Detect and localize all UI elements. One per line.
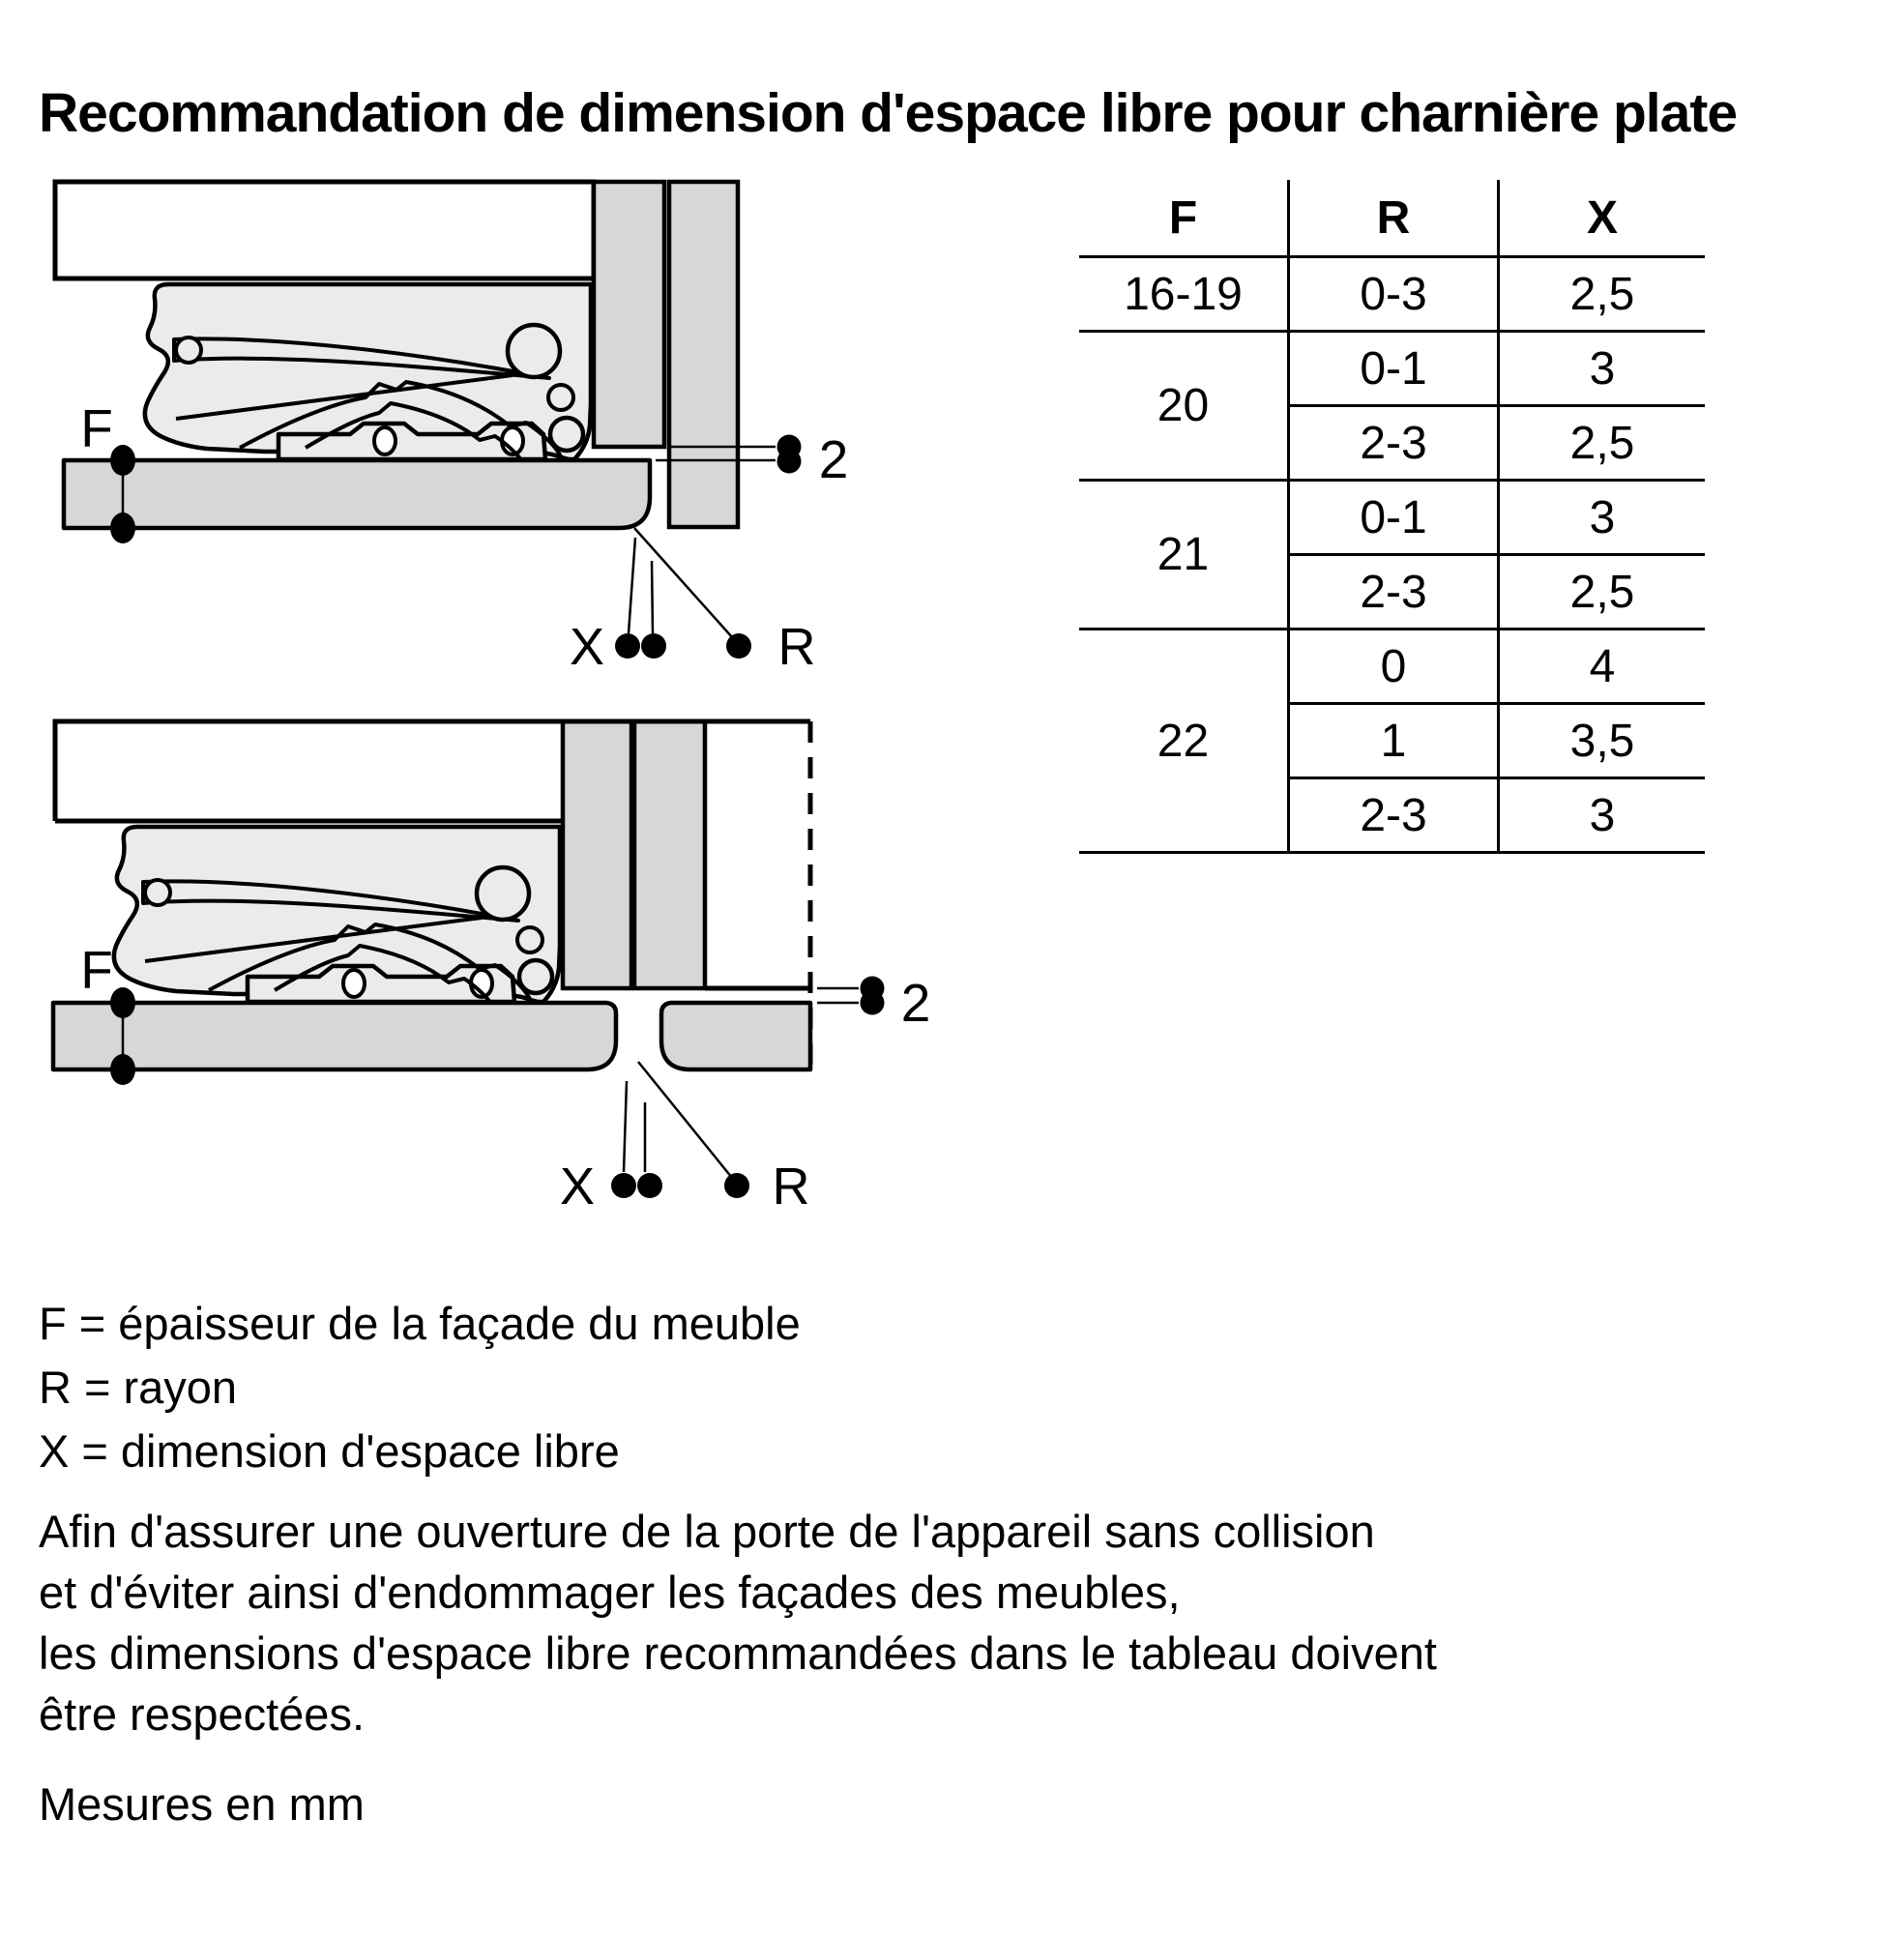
cell-r: 2-3	[1289, 555, 1499, 630]
x-dot	[637, 1173, 662, 1198]
cell-x: 3	[1499, 778, 1706, 853]
diagram-1	[55, 182, 848, 676]
clearance-table	[1079, 180, 1705, 854]
paragraph-line: Afin d'assurer une ouverture de la porte de l'appareil sans collision	[39, 1506, 1375, 1557]
appliance-door-layer	[563, 721, 631, 988]
furniture-front-panel-door	[53, 1003, 616, 1070]
cell-r: 0-1	[1289, 481, 1499, 555]
gap-dot	[777, 450, 802, 474]
x-dot	[641, 633, 666, 659]
cell-r: 2-3	[1289, 778, 1499, 853]
cell-f: 22	[1079, 630, 1289, 853]
flat-hinge	[145, 284, 591, 459]
units-note: Mesures en mm	[39, 1778, 365, 1830]
door-front-layer	[669, 182, 738, 527]
f-dimension-dot	[110, 987, 135, 1018]
cell-x: 2,5	[1499, 406, 1706, 481]
cell-r: 2-3	[1289, 406, 1499, 481]
x-dot	[611, 1173, 636, 1198]
paragraph-line: les dimensions d'espace libre recommandées dans le tableau doivent	[39, 1627, 1437, 1679]
cell-r: 1	[1289, 704, 1499, 778]
label-gap-2: 2	[818, 429, 849, 489]
cell-f: 16-19	[1079, 257, 1289, 332]
label-gap-2: 2	[900, 973, 931, 1033]
table-row	[1079, 257, 1705, 332]
x-leader-line	[624, 1081, 627, 1172]
legend-line-x: X = dimension d'espace libre	[39, 1425, 620, 1477]
x-dot	[615, 633, 640, 659]
door-front-layer	[634, 721, 705, 988]
cell-f: 21	[1079, 481, 1289, 630]
diagram-2	[53, 721, 930, 1216]
r-leader-line	[634, 528, 733, 638]
label-f: F	[80, 398, 113, 458]
cell-x: 3	[1499, 332, 1706, 406]
label-f: F	[80, 940, 113, 1000]
f-dimension-dot	[110, 445, 135, 476]
legend-line-r: R = rayon	[39, 1362, 238, 1413]
cell-x: 4	[1499, 630, 1706, 704]
appliance-door-layer	[594, 182, 664, 447]
x-leader-line	[652, 561, 653, 633]
cell-x: 2,5	[1499, 257, 1706, 332]
table-row	[1079, 630, 1705, 704]
cell-x: 3,5	[1499, 704, 1706, 778]
cell-x: 2,5	[1499, 555, 1706, 630]
label-x: X	[559, 1157, 596, 1216]
r-dot	[726, 633, 751, 659]
r-dot	[724, 1173, 749, 1198]
page-title: Recommandation de dimension d'espace libre pour charnière plate	[39, 82, 1738, 144]
col-header-f: F	[1079, 180, 1289, 257]
table-row	[1079, 332, 1705, 406]
appliance-cabinet	[55, 182, 594, 278]
cell-x: 3	[1499, 481, 1706, 555]
col-header-x: X	[1499, 180, 1706, 257]
explanation-paragraph	[39, 1501, 1437, 1744]
label-r: R	[777, 618, 816, 676]
label-r: R	[772, 1157, 810, 1216]
furniture-front-panel	[64, 460, 650, 528]
paragraph-line: être respectées.	[39, 1688, 366, 1740]
legend	[39, 1292, 801, 1483]
table-row	[1079, 481, 1705, 555]
paragraph-line: et d'éviter ainsi d'endommager les façades des meubles,	[39, 1567, 1181, 1618]
gap-dot	[861, 991, 885, 1015]
cell-r: 0-3	[1289, 257, 1499, 332]
cell-f: 20	[1079, 332, 1289, 481]
r-leader-line	[638, 1062, 732, 1178]
label-x: X	[569, 618, 605, 676]
cell-r: 0-1	[1289, 332, 1499, 406]
col-header-r: R	[1289, 180, 1499, 257]
table-header-row	[1079, 180, 1705, 257]
x-leader-line	[629, 538, 635, 633]
f-dimension-dot	[110, 513, 135, 543]
flat-hinge	[114, 827, 560, 1002]
cell-r: 0	[1289, 630, 1499, 704]
f-dimension-dot	[110, 1054, 135, 1085]
furniture-front-panel-adjacent	[661, 1003, 810, 1070]
legend-line-f: F = épaisseur de la façade du meuble	[39, 1298, 801, 1349]
